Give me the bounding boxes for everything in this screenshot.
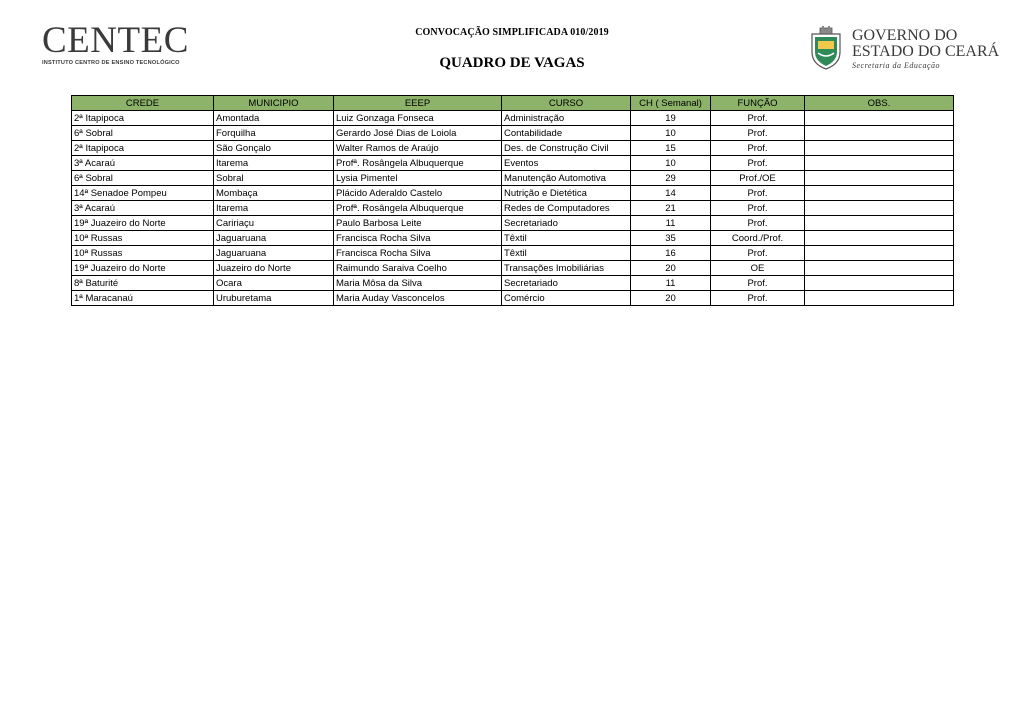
column-header-crede: CREDE (72, 96, 214, 111)
cell-obs (805, 171, 954, 186)
cell-curso: Nutrição e Dietética (502, 186, 631, 201)
column-header-obs: OBS. (805, 96, 954, 111)
cell-crede: 3ª Acaraú (72, 201, 214, 216)
cell-ch-semanal: 11 (631, 216, 711, 231)
cell-obs (805, 291, 954, 306)
cell-eeep: Maria Auday Vasconcelos (334, 291, 502, 306)
cell-eeep: Plácido Aderaldo Castelo (334, 186, 502, 201)
cell-eeep: Paulo Barbosa Leite (334, 216, 502, 231)
table-row (72, 246, 954, 261)
cell-obs (805, 186, 954, 201)
cell-funcao: Prof. (711, 291, 805, 306)
cell-ch-semanal: 10 (631, 126, 711, 141)
table-row (72, 156, 954, 171)
cell-ch-semanal: 20 (631, 291, 711, 306)
cell-curso: Contabilidade (502, 126, 631, 141)
cell-funcao: Prof. (711, 141, 805, 156)
table-row (72, 261, 954, 276)
cell-obs (805, 246, 954, 261)
state-crest-icon (808, 26, 844, 70)
cell-obs (805, 201, 954, 216)
cell-funcao: OE (711, 261, 805, 276)
cell-eeep: Francisca Rocha Silva (334, 246, 502, 261)
cell-municipio: São Gonçalo (214, 141, 334, 156)
cell-municipio: Ocara (214, 276, 334, 291)
cell-curso: Transações Imobiliárias (502, 261, 631, 276)
cell-ch-semanal: 10 (631, 156, 711, 171)
column-header-municipio: MUNICIPIO (214, 96, 334, 111)
cell-eeep: Luiz Gonzaga Fonseca (334, 111, 502, 126)
cell-crede: 14ª Senadoe Pompeu (72, 186, 214, 201)
cell-municipio: Sobral (214, 171, 334, 186)
cell-municipio: Mombaça (214, 186, 334, 201)
column-header-eeep: EEEP (334, 96, 502, 111)
cell-ch-semanal: 15 (631, 141, 711, 156)
cell-curso: Têxtil (502, 231, 631, 246)
cell-municipio: Amontada (214, 111, 334, 126)
cell-eeep: Profª. Rosângela Albuquerque (334, 156, 502, 171)
cell-crede: 10ª Russas (72, 246, 214, 261)
cell-obs (805, 231, 954, 246)
cell-curso: Têxtil (502, 246, 631, 261)
cell-funcao: Prof. (711, 201, 805, 216)
cell-ch-semanal: 21 (631, 201, 711, 216)
cell-curso: Administração (502, 111, 631, 126)
cell-crede: 19ª Juazeiro do Norte (72, 261, 214, 276)
cell-funcao: Prof./OE (711, 171, 805, 186)
cell-ch-semanal: 20 (631, 261, 711, 276)
cell-crede: 6ª Sobral (72, 171, 214, 186)
cell-curso: Redes de Computadores (502, 201, 631, 216)
centec-logo-subtitle: INSTITUTO CENTRO DE ENSINO TECNOLÓGICO (42, 60, 180, 66)
cell-eeep: Gerardo José Dias de Loiola (334, 126, 502, 141)
cell-ch-semanal: 11 (631, 276, 711, 291)
cell-crede: 1ª Maracanaú (72, 291, 214, 306)
cell-curso: Manutenção Automotiva (502, 171, 631, 186)
cell-curso: Comércio (502, 291, 631, 306)
cell-eeep: Lysia Pimentel (334, 171, 502, 186)
cell-municipio: Caririaçu (214, 216, 334, 231)
cell-eeep: Maria Môsa da Silva (334, 276, 502, 291)
table-row (72, 201, 954, 216)
document-subtitle: CONVOCAÇÃO SIMPLIFICADA 010/2019 (415, 27, 609, 38)
column-header-ch-semanal: CH ( Semanal) (631, 96, 711, 111)
cell-crede: 3ª Acaraú (72, 156, 214, 171)
table-row (72, 186, 954, 201)
cell-crede: 8ª Baturité (72, 276, 214, 291)
table-row (72, 276, 954, 291)
vacancies-table (71, 95, 954, 306)
page-title: QUADRO DE VAGAS (439, 55, 585, 71)
cell-ch-semanal: 29 (631, 171, 711, 186)
table-header-row (72, 96, 954, 111)
cell-eeep: Profª. Rosângela Albuquerque (334, 201, 502, 216)
cell-ch-semanal: 19 (631, 111, 711, 126)
cell-crede: 2ª Itapipoca (72, 111, 214, 126)
column-header-curso: CURSO (502, 96, 631, 111)
cell-ch-semanal: 16 (631, 246, 711, 261)
cell-funcao: Coord./Prof. (711, 231, 805, 246)
cell-curso: Secretariado (502, 216, 631, 231)
table-row (72, 171, 954, 186)
cell-obs (805, 276, 954, 291)
column-header-funcao: FUNÇÃO (711, 96, 805, 111)
table-row (72, 216, 954, 231)
table-row (72, 141, 954, 156)
cell-eeep: Francisca Rocha Silva (334, 231, 502, 246)
cell-eeep: Raimundo Saraiva Coelho (334, 261, 502, 276)
cell-obs (805, 141, 954, 156)
cell-curso: Des. de Construção Civil (502, 141, 631, 156)
table-row (72, 231, 954, 246)
table-row (72, 111, 954, 126)
cell-crede: 2ª Itapipoca (72, 141, 214, 156)
cell-obs (805, 261, 954, 276)
cell-municipio: Itarema (214, 201, 334, 216)
cell-municipio: Juazeiro do Norte (214, 261, 334, 276)
cell-funcao: Prof. (711, 111, 805, 126)
cell-curso: Secretariado (502, 276, 631, 291)
gov-logo-line2: ESTADO DO CEARÁ (852, 43, 1000, 60)
cell-crede: 10ª Russas (72, 231, 214, 246)
cell-municipio: Uruburetama (214, 291, 334, 306)
table-row (72, 126, 954, 141)
table-row (72, 291, 954, 306)
centec-logo-word: CENTEC (42, 20, 189, 61)
cell-ch-semanal: 14 (631, 186, 711, 201)
governo-ceara-logo (808, 26, 998, 74)
cell-municipio: Jaguaruana (214, 231, 334, 246)
cell-funcao: Prof. (711, 126, 805, 141)
cell-funcao: Prof. (711, 186, 805, 201)
cell-ch-semanal: 35 (631, 231, 711, 246)
gov-logo-line3: Secretaria da Educação (852, 61, 941, 70)
cell-obs (805, 156, 954, 171)
cell-obs (805, 111, 954, 126)
cell-curso: Eventos (502, 156, 631, 171)
cell-eeep: Walter Ramos de Araújo (334, 141, 502, 156)
cell-crede: 6ª Sobral (72, 126, 214, 141)
cell-funcao: Prof. (711, 216, 805, 231)
cell-funcao: Prof. (711, 246, 805, 261)
cell-municipio: Itarema (214, 156, 334, 171)
table-body (72, 111, 954, 306)
cell-crede: 19ª Juazeiro do Norte (72, 216, 214, 231)
cell-obs (805, 126, 954, 141)
cell-municipio: Jaguaruana (214, 246, 334, 261)
cell-obs (805, 216, 954, 231)
gov-logo-line1: GOVERNO DO (852, 27, 958, 44)
cell-funcao: Prof. (711, 276, 805, 291)
cell-municipio: Forquilha (214, 126, 334, 141)
cell-funcao: Prof. (711, 156, 805, 171)
